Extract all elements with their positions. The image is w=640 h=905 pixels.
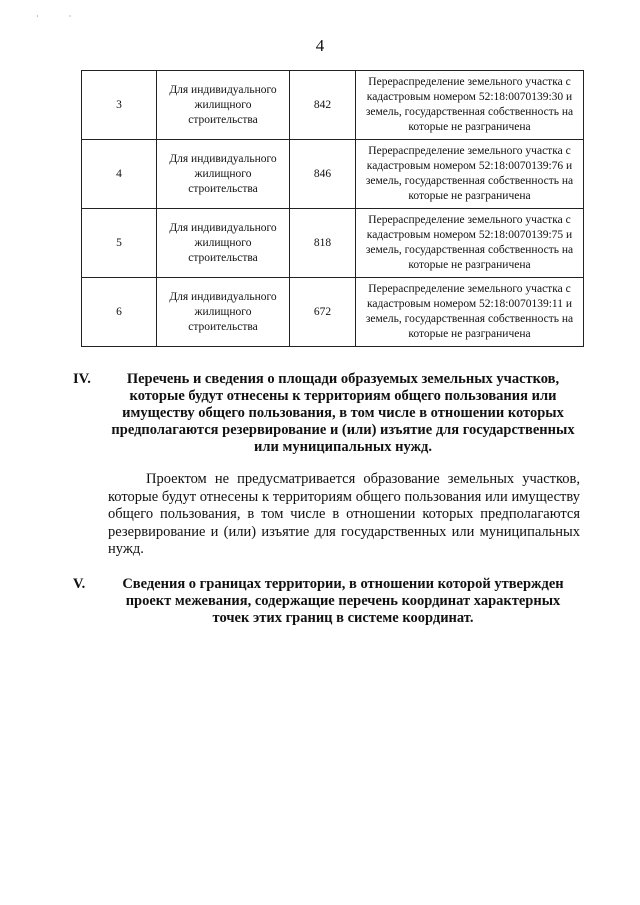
scan-specks: · · xyxy=(36,12,86,21)
area-cell: 846 xyxy=(290,140,356,209)
land-use-cell: Для индивидуального жилищного строительства xyxy=(157,209,290,278)
section-5-number: V. xyxy=(73,576,86,592)
area-cell: 818 xyxy=(290,209,356,278)
row-number-cell: 4 xyxy=(82,140,157,209)
formation-method-cell: Перераспределение земельного участка с кадастровым номером 52:18:0070139:75 и земель, государственная собственность на которые не разграничена xyxy=(356,209,584,278)
land-use-cell: Для индивидуального жилищного строительства xyxy=(157,278,290,347)
table-row xyxy=(82,140,584,209)
row-number-cell: 6 xyxy=(82,278,157,347)
section-5-heading xyxy=(73,576,579,627)
section-4-body: Проектом не предусматривается образование земельных участков, которые будут отнесены к территориям общего пользования или имуществу общего пользования, в том числе в отношении которых предполагаются резервирование и (или) изъятие для государственных или муниципальных нужд. xyxy=(108,471,580,557)
row-number-cell: 5 xyxy=(82,209,157,278)
section-4-title: Перечень и сведения о площади образуемых земельных участков, которые будут отнесены к территориям общего пользования или имуществу общего пользования, в том числе в отношении которых предполагаются резервирование и (или) изъятие для государственных или муниципальных нужд. xyxy=(111,371,575,455)
formation-method-cell: Перераспределение земельного участка с кадастровым номером 52:18:0070139:76 и земель, государственная собственность на которые не разграничена xyxy=(356,140,584,209)
page-number: 4 xyxy=(315,36,325,55)
land-use-cell: Для индивидуального жилищного строительства xyxy=(157,140,290,209)
row-number-cell: 3 xyxy=(82,71,157,140)
table-row xyxy=(82,71,584,140)
table-row xyxy=(82,209,584,278)
formation-method-cell: Перераспределение земельного участка с кадастровым номером 52:18:0070139:11 и земель, государственная собственность на которые не разграничена xyxy=(356,278,584,347)
section-4-number: IV. xyxy=(73,371,91,387)
table-row xyxy=(82,278,584,347)
formation-method-cell: Перераспределение земельного участка с кадастровым номером 52:18:0070139:30 и земель, государственная собственность на которые не разграничена xyxy=(356,71,584,140)
parcels-table xyxy=(81,70,584,347)
area-cell: 842 xyxy=(290,71,356,140)
section-5-title: Сведения о границах территории, в отношении которой утвержден проект межевания, содержащие перечень координат характерных точек этих границ в системе координат. xyxy=(122,576,564,626)
land-use-cell: Для индивидуального жилищного строительства xyxy=(157,71,290,140)
section-4-heading xyxy=(73,371,579,456)
area-cell: 672 xyxy=(290,278,356,347)
